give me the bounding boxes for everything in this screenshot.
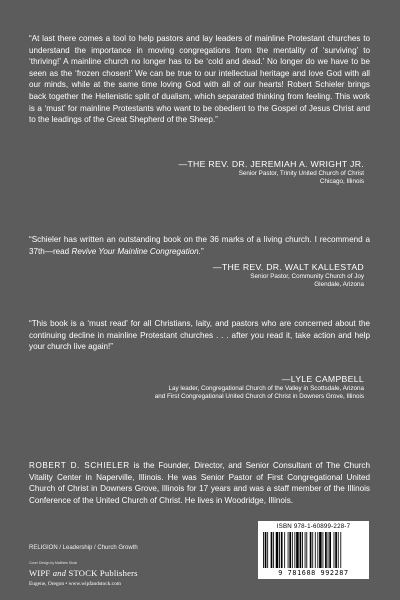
endorser-role-campbell-2: and First Congregational United Church of Christ in Downers Grove, Illinois	[154, 393, 364, 401]
endorser-name-wright: —THE REV. DR. JEREMIAH A. WRIGHT JR.	[178, 159, 364, 169]
barcode-bar	[271, 532, 273, 568]
barcode-bar	[288, 532, 289, 568]
endorsement-quote-wright: “At last there comes a tool to help pastors and lay leaders of mainline Protestant churches to understand the importance in moving congregations from the mentality of ‘surviving’ to ‘thriving!’ A mainline church no longer has to be ‘cold and dead.’ No longer do we have to be seen as the ‘frozen chosen!’ We can be true to our intellectual heritage and love God with all our minds, while at the same time loving God with all of our hearts! Robert Schieler brings back together the Hellenistic split of dualism, which separated thinking from feeling. This work is a ‘must’ for mainline Protestants who want to be obedient to the Gospel of Jesus Christ and to the leadings of the Great Shepherd of the Sheep.”	[29, 34, 370, 125]
endorser-role-kallestad-1: Senior Pastor, Community Church of Joy	[250, 273, 364, 280]
endorsement-quote-kallestad	[29, 234, 370, 257]
barcode-bar	[265, 532, 267, 568]
endorser-role-wright-1: Senior Pastor, Trinity United Church of Christ	[238, 170, 364, 177]
barcode-bar	[292, 532, 293, 568]
barcode-bar	[279, 532, 280, 568]
barcode-digits: 9 781608 992287	[278, 569, 349, 577]
barcode-bar	[328, 532, 329, 568]
publisher-name-part-2: STOCK Publishers	[66, 568, 138, 578]
quote-kallestad-text: “Schieler has written an outstanding book on the 36 marks of a living church. I recommend a 37th—read	[29, 235, 370, 256]
barcode-bar	[263, 532, 264, 568]
barcode-bar	[273, 532, 274, 568]
publisher-name-part-1: WIPF	[29, 568, 53, 578]
barcode-bar	[338, 532, 339, 568]
barcode-bar	[296, 532, 299, 568]
endorser-name-campbell: —LYLE CAMPBELL	[281, 374, 364, 384]
barcode-bar	[300, 532, 302, 568]
barcode-bar	[267, 532, 268, 568]
isbn-label: ISBN 978-1-60899-228-7	[276, 523, 351, 530]
barcode-icon	[262, 532, 365, 568]
endorser-role-wright-2: Chicago, Illinois	[319, 178, 364, 186]
isbn-barcode-box	[258, 521, 369, 579]
barcode-bar	[289, 532, 291, 568]
barcode-bar	[284, 532, 285, 568]
barcode-bar	[276, 532, 279, 568]
barcode-bar	[335, 532, 337, 568]
publisher-location-url: Eugene, Oregon • www.wipfandstock.com	[29, 581, 121, 587]
barcode-bar	[310, 532, 312, 568]
author-bio	[29, 460, 370, 506]
barcode-bar	[302, 532, 303, 568]
author-name: ROBERT D. SCHIELER	[29, 461, 130, 470]
barcode-bar	[340, 532, 341, 568]
endorsement-attribution-kallestad	[34, 262, 364, 290]
barcode-bar	[315, 532, 316, 568]
publisher-logo	[29, 568, 138, 578]
endorser-role-campbell-1: Lay leader, Congregational Church of the Valley in Scottsdale, Arizona	[168, 385, 364, 392]
barcode-bar	[312, 532, 313, 568]
endorser-role-kallestad-2: Glendale, Arizona	[314, 281, 364, 289]
barcode-bar	[294, 532, 295, 568]
barcode-bar	[319, 532, 322, 568]
endorsement-attribution-campbell	[34, 374, 364, 402]
barcode-bar	[305, 532, 306, 568]
quote-kallestad-close: ”	[200, 246, 204, 256]
barcode-bar	[281, 532, 283, 568]
cover-design-credit: Cover Design by Matthew Stock	[29, 561, 78, 565]
publisher-name-and: and	[52, 568, 67, 578]
quote-kallestad-book-title: Revive Your Mainline Congregation.	[71, 246, 201, 256]
barcode-bar	[325, 532, 327, 568]
barcode-bar	[329, 532, 331, 568]
author-bio-text: is the Founder, Director, and Senior Consultant of The Church Vitality Center in Naperville, Illinois. He was Senior Pastor of First Congregational United Church of Christ in Downers Grove, Illinois for 17 years and was a staff member of the Illinois Conference of the United Church of Christ. He lives in Woodridge, Illinois.	[29, 461, 371, 505]
barcode-bar	[323, 532, 324, 568]
endorsement-quote-campbell: “This book is a ‘must read’ for all Christians, laity, and pastors who are concerned about the continuing decline in mainline Protestant churches . . . after you read it, take action and help your church live again!”	[29, 319, 370, 352]
endorsement-attribution-wright	[34, 159, 364, 187]
barcode-bar	[317, 532, 318, 568]
subject-category: RELIGION / Leadership / Church Growth	[29, 545, 138, 551]
endorser-name-kallestad: —THE REV. DR. WALT KALLESTAD	[212, 262, 364, 272]
barcode-bar	[306, 532, 307, 568]
barcode-bar	[334, 532, 335, 568]
